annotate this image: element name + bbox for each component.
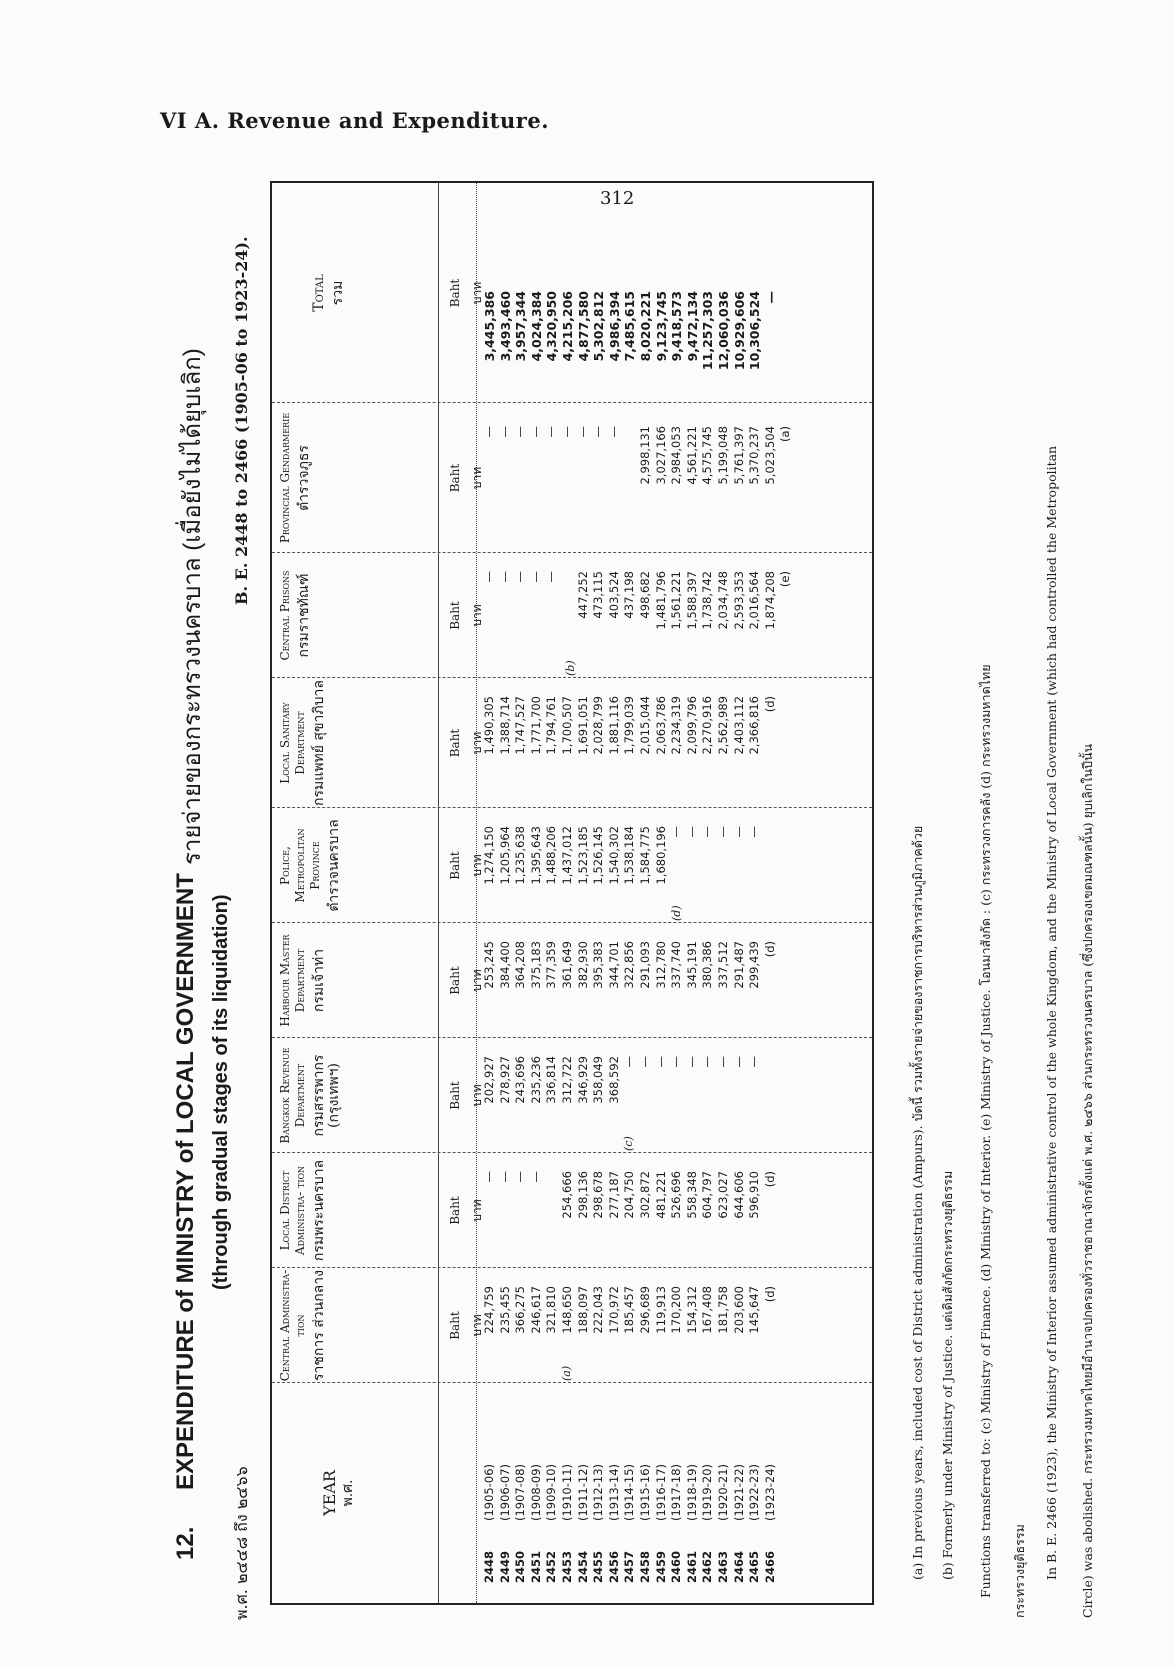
header-local-district: Local District Administra- tion กรมพระนครบาล	[278, 1159, 327, 1262]
column-local-district: — — — — 254,666 298,136 298,678 277,187 204,750 302,872 481,221 526,696 558,348 604,797 623,027 644,606 596,910 (d)	[482, 1171, 777, 1219]
footnote-b: (b) Formerly under Ministry of Justice. แต่เดิมสังกัดกระทรวงยุติธรรม	[940, 1170, 955, 1580]
column-police: 1,274,150 1,205,964 1,235,638 1,395,643 1,488,206 1,437,012 1,523,185 1,526,145 1,540,302 1,538,184 1,584,775 1,680,196 — — — — — —	[482, 826, 762, 885]
column-central: 224,759 235,455 366,275 246,617 321,810 148,650 188,097 222,043 170,972 185,457 296,689 119,913 170,200 154,312 167,408 181,758 203,600 145,647 (d)	[482, 1286, 777, 1334]
header-harbour: Harbour Master Department กรมเจ้าท่า	[278, 934, 327, 1027]
header-prisons: Central Prisons กรมราชทัณฑ์	[278, 570, 312, 661]
unit-local-district: Baht บาท	[448, 1196, 484, 1225]
footnote-justice-thai: กระทรวงยุติธรรม	[1012, 1524, 1027, 1618]
header-police: Police, Metropolitan Province ตำรวจนครบาล	[278, 819, 342, 912]
unit-gendarmerie: Baht บาท	[448, 463, 484, 493]
page-number: 312	[600, 188, 635, 209]
rotated-table-page	[150, 160, 1150, 1620]
column-prisons: — — — — — 447,252 473,115 403,524 437,198 498,682 1,481,796 1,561,221 1,588,397 1,738,742 2,034,748 2,593,353 2,016,564 1,874,208 (e)	[482, 571, 793, 630]
column-bangkok-revenue: 202,927 278,927 243,696 235,236 336,814 312,722 346,929 358,049 368,592 — — — — — — — — —	[482, 1056, 762, 1104]
column-total: 3,445,386 3,493,460 3,957,344 4,024,384 4,320,950 4,215,206 4,877,580 5,302,812 4,986,394 7,485,615 8,020,221 9,123,745 9,418,573 9,472,134 11,257,303 12,060,036 10,929,606 10,306,524 —	[482, 291, 778, 371]
unit-bangkok-revenue: Baht บาท	[448, 1081, 484, 1110]
note-d: (d)	[670, 905, 683, 921]
column-gendarmerie: — — — — — — — — — 2,998,131 3,027,166 2,984,053 4,561,221 4,575,745 5,199,048 5,761,397 5,370,237 5,023,504 (a)	[482, 426, 793, 485]
header-year: YEAR พ.ศ.	[320, 1470, 356, 1516]
unit-sanitary: Baht บาท	[448, 728, 484, 758]
table-title-english: EXPENDITURE of MINISTRY of LOCAL GOVERNMENT	[172, 873, 199, 1490]
note-a: (a)	[560, 1365, 573, 1381]
date-range-thai: พ.ศ. ๒๔๔๘ ถึง ๒๔๖๖	[232, 1466, 251, 1620]
note-c: (c)	[622, 1136, 635, 1151]
footnote-a: (a) In previous years, included cost of District administration (Ampurs). บัดนี้ รวมทั้งรายจ่ายของราชการบริหารส่วนภูมิภาคด้วย	[910, 825, 925, 1580]
unit-harbour: Baht บาท	[448, 966, 484, 995]
unit-prisons: Baht บาท	[448, 601, 484, 630]
unit-total: Baht บาท	[448, 278, 484, 308]
unit-police: Baht บาท	[448, 851, 484, 880]
footnote-abolition-2: Circle) was abolished. กระทรวงมหาดไทยมีอำนาจปกครองทั่วราชอาณาจักรตั้งแต่ พ.ศ. ๒๔๖๖ ส่วนกระทรวงนครบาล (ซึ่งปกครองเขตมณฑลนั้น) ยุบเลิกในปีนั้น	[1080, 743, 1095, 1618]
table-title-thai: รายจ่ายของกระทรวงนครบาล (เมื่อยังไม่ได้ยุบเลิก)	[179, 348, 206, 865]
table-subtitle: (through gradual stages of its liquidation)	[210, 894, 232, 1290]
header-gendarmerie: Provincial Gendarmerie ตำรวจภูธร	[278, 412, 312, 544]
unit-central: Baht บาท	[448, 1311, 484, 1340]
header-sanitary: Local Sanitary Department กรมแพทย์ สุขาภิบาล	[278, 680, 327, 806]
header-bangkok-revenue: Bangkok Revenue Department กรมสรรพากร (กรุงเทพฯ)	[278, 1047, 342, 1144]
note-b: (b)	[564, 660, 577, 676]
header-total: Total รวม	[311, 274, 346, 312]
column-years: 2448 2449 2450 2451 2452 2453 2454 2455 2456 2457 2458 2459 2460 2461 2462 2463 2464 2465 2466	[482, 1550, 777, 1583]
header-divider	[438, 183, 439, 1603]
section-title: VI A. Revenue and Expenditure.	[160, 108, 550, 133]
column-periods: (1905-06) (1906-07) (1907-08) (1908-09) (1909-10) (1910-11) (1911-12) (1912-13) (1913-14) (1914-15) (1915-16) (1916-17) (1917-18) (1918-19) (1919-20) (1920-21) (1921-22) (1922-23) (1923-24)	[482, 1463, 777, 1521]
expenditure-table	[270, 181, 874, 1605]
column-harbour: 253,245 384,400 364,208 375,183 377,359 361,649 382,930 395,383 344,701 322,856 291,093 312,780 337,740 345,191 380,386 337,512 291,487 299,439 (d)	[482, 941, 777, 989]
footnote-functions: Functions transferred to: (c) Ministry of Finance. (d) Ministry of Interior. (e) Ministry of Justice. โอนมาสังกัด : (c) กระทรวงการคลัง (d) กระทรวงมหาดไทย	[978, 664, 993, 1598]
date-range-english: B. E. 2448 to 2466 (1905-06 to 1923-24).	[232, 236, 251, 605]
table-number: 12.	[172, 1526, 199, 1560]
header-central: Central Administra- tion ราชการ ส่วนกลาง	[278, 1269, 327, 1382]
footnote-abolition-1: In B. E. 2466 (1923), the Ministry of Interior assumed administrative control of the whole Kingdom, and the Ministry of Local Government (which had controlled the Metropolitan	[1044, 445, 1059, 1580]
column-sanitary: 1,490,305 1,388,714 1,747,527 1,771,700 1,794,761 1,700,507 1,691,051 2,028,799 1,881,116 1,799,039 2,015,044 2,063,786 2,234,319 2,099,796 2,270,916 2,562,989 2,403,112 2,366,816 (d)	[482, 696, 777, 755]
